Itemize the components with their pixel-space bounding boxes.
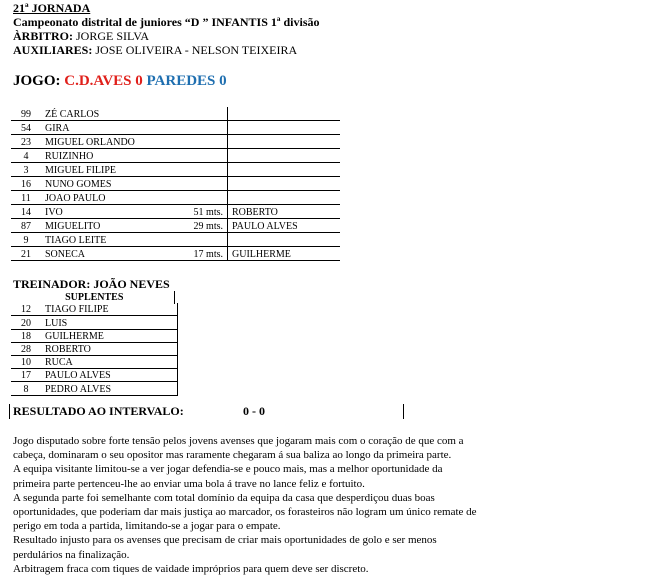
substitute-in-name xyxy=(228,149,341,163)
player-number: 14 xyxy=(11,205,41,219)
halftime-right-bar xyxy=(403,404,404,419)
substitute-in-name xyxy=(228,121,341,135)
substitute-number: 18 xyxy=(11,329,41,342)
lineup-table xyxy=(11,107,340,261)
sub-minute xyxy=(183,191,228,205)
player-name: GIRA xyxy=(41,121,183,135)
sub-minute xyxy=(183,149,228,163)
round-title: 21ª JORNADA xyxy=(13,1,91,15)
substitute-name: ROBERTO xyxy=(41,342,178,355)
substitute-number: 12 xyxy=(11,303,41,316)
substitute-in-name: GUILHERME xyxy=(228,247,341,261)
sub-minute: 29 mts. xyxy=(183,219,228,233)
referee-name: JORGE SILVA xyxy=(76,29,150,43)
report-paragraph: Resultado injusto para os avenses que precisam de criar mais oportunidades de golo e ser menos perdulários na finalização. xyxy=(13,534,437,561)
substitute-name: LUIS xyxy=(41,316,178,329)
player-name: JOAO PAULO xyxy=(41,191,183,205)
player-number: 11 xyxy=(11,191,41,205)
coach-name: JOÃO NEVES xyxy=(93,277,170,291)
lineup-row xyxy=(11,205,340,219)
substitute-row xyxy=(11,303,178,316)
player-number: 4 xyxy=(11,149,41,163)
player-number: 9 xyxy=(11,233,41,247)
substitute-row xyxy=(11,342,178,355)
competition-title: Campeonato distrital de juniores “D ” INFANTIS 1ª divisão xyxy=(13,15,320,29)
lineup-row xyxy=(11,107,340,121)
sub-minute: 17 mts. xyxy=(183,247,228,261)
away-score: 0 xyxy=(219,73,227,89)
substitute-in-name xyxy=(228,233,341,247)
player-name: NUNO GOMES xyxy=(41,177,183,191)
substitutes-title: SUPLENTES xyxy=(65,292,124,304)
coach-label: TREINADOR: xyxy=(13,277,91,291)
match-line xyxy=(13,73,227,90)
player-name: MIGUELITO xyxy=(41,219,183,233)
substitute-number: 10 xyxy=(11,355,41,368)
player-number: 87 xyxy=(11,219,41,233)
report-paragraph: Jogo disputado sobre forte tensão pelos jovens avenses que jogaram mais com o coração de que com a cabeça, dominaram o seu opositor mas raramente chegaram á sua baliza ao longo da primeira parte. xyxy=(13,435,464,462)
halftime-left-bar xyxy=(9,404,10,419)
substitute-name: TIAGO FILIPE xyxy=(41,303,178,316)
substitute-row xyxy=(11,355,178,368)
sub-minute xyxy=(183,121,228,135)
assistants-line xyxy=(13,43,297,57)
home-team: C.D.AVES xyxy=(64,73,132,89)
sub-minute xyxy=(183,177,228,191)
player-number: 23 xyxy=(11,135,41,149)
substitute-number: 20 xyxy=(11,316,41,329)
player-name: TIAGO LEITE xyxy=(41,233,183,247)
substitute-number: 17 xyxy=(11,369,41,382)
lineup-row xyxy=(11,121,340,135)
report-paragraph: A segunda parte foi semelhante com total domínio da equipa da casa que desperdiçou duas boas oportunidades, que poderiam dar mais justiça ao marcador, os forasteiros não logram um único remate de perigo em toda a partida, limitando-se a jogar para o empate. xyxy=(13,491,477,533)
player-number: 99 xyxy=(11,107,41,121)
player-name: SONECA xyxy=(41,247,183,261)
lineup-row xyxy=(11,233,340,247)
player-number: 21 xyxy=(11,247,41,261)
substitute-in-name xyxy=(228,177,341,191)
halftime-label: RESULTADO AO INTERVALO: xyxy=(13,404,184,418)
lineup-row xyxy=(11,219,340,233)
report-paragraph: Arbitragem fraca com tiques de vaidade impróprios para quem deve ser discreto. xyxy=(13,562,369,575)
player-name: MIGUEL ORLANDO xyxy=(41,135,183,149)
substitute-in-name xyxy=(228,107,341,121)
player-number: 54 xyxy=(11,121,41,135)
player-name: MIGUEL FILIPE xyxy=(41,163,183,177)
away-team: PAREDES xyxy=(146,73,216,89)
match-label: JOGO: xyxy=(13,73,61,89)
lineup-row xyxy=(11,191,340,205)
substitutes-header-row xyxy=(11,291,178,303)
assistants-label: AUXILIARES: xyxy=(13,43,93,57)
substitute-in-name xyxy=(228,163,341,177)
sub-minute xyxy=(183,107,228,121)
lineup-row xyxy=(11,247,340,261)
substitutes-header-divider xyxy=(174,291,175,304)
lineup-row xyxy=(11,177,340,191)
substitute-in-name: ROBERTO xyxy=(228,205,341,219)
player-name: RUIZINHO xyxy=(41,149,183,163)
sub-minute xyxy=(183,233,228,247)
player-name: ZÉ CARLOS xyxy=(41,107,183,121)
referee-label: ÀRBITRO: xyxy=(13,29,74,43)
substitute-row xyxy=(11,329,178,342)
substitute-in-name xyxy=(228,191,341,205)
lineup-row xyxy=(11,135,340,149)
coach-line xyxy=(13,277,170,292)
sub-minute xyxy=(183,163,228,177)
match-report xyxy=(13,434,573,576)
substitute-row xyxy=(11,369,178,382)
substitute-number: 28 xyxy=(11,342,41,355)
lineup-row xyxy=(11,163,340,177)
player-number: 3 xyxy=(11,163,41,177)
substitute-number: 8 xyxy=(11,382,41,395)
report-paragraph: A equipa visitante limitou-se a ver jogar defendia-se e pouco mais, mas a melhor oportunidade da primeira parte pertenceu-lhe ao enviar uma bola á trave no lance feliz e fortuito. xyxy=(13,463,443,490)
substitutes-table xyxy=(11,291,178,396)
substitute-name: PAULO ALVES xyxy=(41,369,178,382)
sub-minute xyxy=(183,135,228,149)
halftime-score: 0 - 0 xyxy=(243,404,265,418)
substitute-row xyxy=(11,316,178,329)
assistants-names: JOSE OLIVEIRA - NELSON TEIXEIRA xyxy=(95,43,298,57)
substitute-in-name xyxy=(228,135,341,149)
home-score: 0 xyxy=(135,73,143,89)
substitute-name: PEDRO ALVES xyxy=(41,382,178,395)
player-number: 16 xyxy=(11,177,41,191)
substitute-row xyxy=(11,382,178,395)
player-name: IVO xyxy=(41,205,183,219)
substitute-name: RUCA xyxy=(41,355,178,368)
substitute-name: GUILHERME xyxy=(41,329,178,342)
lineup-row xyxy=(11,149,340,163)
sub-minute: 51 mts. xyxy=(183,205,228,219)
substitute-in-name: PAULO ALVES xyxy=(228,219,341,233)
referee-line xyxy=(13,29,149,43)
